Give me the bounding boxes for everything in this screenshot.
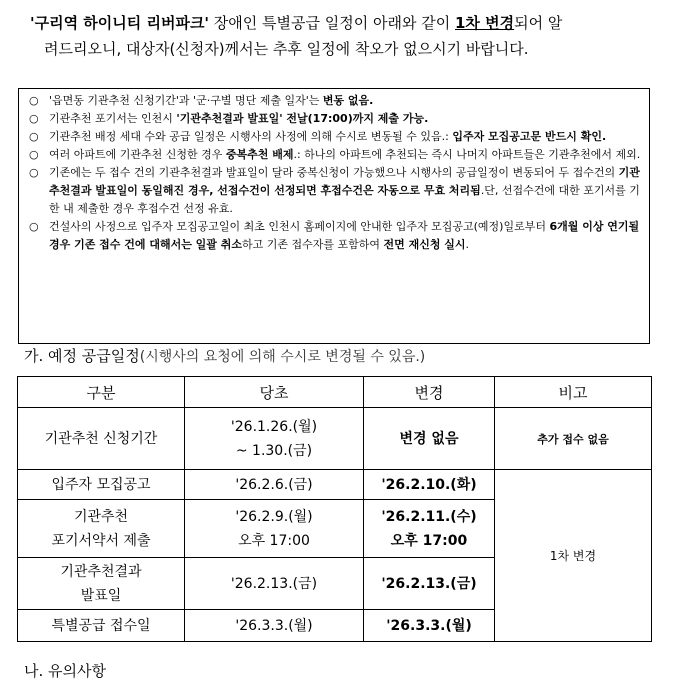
row-changed — [364, 558, 495, 610]
notice-emphasis: 중복추천 배제 — [225, 148, 294, 161]
notice-text: '읍면동 기관추천 신청기간'과 '군·구별 명단 제출 일자'는 — [49, 94, 323, 107]
notice-text: 기관추천 포기서는 인천시 — [49, 112, 177, 125]
row-changed — [364, 500, 495, 558]
row-original — [185, 408, 364, 470]
changed-text: 변경 없음 — [399, 430, 459, 447]
header-changed: 변경 — [364, 377, 495, 408]
notice-text: . — [465, 238, 470, 251]
table-header-row — [18, 377, 652, 408]
merged-remarks: 1차 변경 — [495, 470, 652, 642]
notice-emphasis: 전면 재신청 실시 — [383, 238, 466, 251]
intro-text: 장애인 특별공급 일정이 아래와 같이 — [209, 14, 455, 32]
changed-text: '26.2.11.(수) — [381, 508, 477, 525]
row-category — [18, 610, 185, 642]
notice-box — [18, 88, 650, 344]
notice-emphasis: 기관추천결과 발표일이 동일해진 경우, 선접수건이 선정되면 후접수건은 자동으로 무효 처리됨 — [49, 166, 640, 197]
bullet-circle-icon: ○ — [29, 130, 39, 143]
row-changed — [364, 470, 495, 500]
changed-text: '26.2.13.(금) — [381, 575, 477, 592]
notice-item — [27, 146, 641, 164]
notice-item — [27, 92, 641, 110]
intro-text-end: 되어 알 — [514, 14, 563, 32]
category-text: 기관추천결과 — [60, 563, 142, 580]
changed-text: '26.2.10.(화) — [381, 476, 477, 493]
bullet-circle-icon: ○ — [29, 112, 39, 125]
header-original: 당초 — [185, 377, 364, 408]
category-text: 특별공급 접수일 — [51, 617, 151, 634]
original-text: 오후 17:00 — [238, 532, 310, 549]
section-a-heading — [24, 345, 425, 366]
header-remarks: 비고 — [495, 377, 652, 408]
notice-emphasis: 입주자 모집공고문 반드시 확인. — [452, 130, 607, 143]
row-category — [18, 558, 185, 610]
change-label: 1차 변경 — [455, 14, 515, 32]
row-changed — [364, 408, 495, 470]
row-category — [18, 500, 185, 558]
header-category: 구분 — [18, 377, 185, 408]
section-a-subtitle: (시행사의 요청에 의해 수시로 변경될 수 있음.) — [139, 349, 426, 365]
intro-paragraph — [30, 10, 670, 62]
notice-item — [27, 128, 641, 146]
notice-text: .단, 선접수건에 대한 포기서를 기한 내 제출한 경우 후접수건 선정 유효. — [49, 184, 640, 215]
notice-item — [27, 110, 641, 128]
notice-text: 건설사의 사정으로 입주자 모집공고일이 최초 인천시 홈페이지에 안내한 입주자 모집공고(예정)일로부터 — [49, 220, 550, 233]
original-text: ~ 1.30.(금) — [235, 442, 313, 459]
bullet-circle-icon: ○ — [29, 166, 39, 179]
original-text: '26.2.6.(금) — [235, 476, 313, 493]
notice-text: 하고 기존 접수자를 포함하여 — [242, 238, 384, 251]
row-original — [185, 470, 364, 500]
category-text: 입주자 모집공고 — [51, 476, 151, 493]
bullet-circle-icon: ○ — [29, 148, 39, 161]
bullet-circle-icon: ○ — [29, 94, 39, 107]
bullet-circle-icon: ○ — [29, 220, 39, 233]
original-text: '26.1.26.(월) — [230, 418, 318, 435]
row-category — [18, 408, 185, 470]
notice-emphasis: 변동 없음. — [322, 94, 374, 107]
original-text: '26.2.9.(월) — [235, 508, 313, 525]
changed-text: '26.3.3.(월) — [386, 617, 472, 634]
category-text: 포기서약서 제출 — [51, 532, 151, 549]
section-b-heading: 나. 유의사항 — [24, 662, 106, 680]
original-text: '26.3.3.(월) — [235, 617, 313, 634]
changed-text: 오후 17:00 — [390, 532, 468, 549]
notice-text: 기존에는 두 접수 건의 기관추천결과 발표일이 달라 중복신청이 가능했으나 시행사의 공급일정이 변동되어 두 접수건의 — [49, 166, 619, 179]
notice-text: 기관추천 배정 세대 수와 공급 일정은 시행사의 사정에 의해 수시로 변동될 수 있음.: — [49, 130, 453, 143]
category-text: 기관추천 — [73, 508, 129, 525]
row-changed — [364, 610, 495, 642]
intro-line-2: 려드리오니, 대상자(신청자)께서는 추후 일정에 착오가 없으시기 바랍니다. — [44, 40, 529, 58]
intro-line-1 — [30, 10, 670, 36]
row-remarks: 추가 접수 없음 — [495, 408, 652, 470]
table-row — [18, 408, 652, 470]
notice-emphasis: '기관추천결과 발표일' 전날(17:00)까지 제출 가능. — [176, 112, 429, 125]
notice-emphasis: 6개월 이상 연기될 경우 기존 접수 건에 대해서는 일괄 취소 — [49, 220, 640, 251]
table-row — [18, 470, 652, 500]
category-text: 발표일 — [80, 587, 122, 604]
category-text: 기관추천 신청기간 — [44, 430, 158, 447]
notice-item — [27, 218, 641, 254]
row-original — [185, 500, 364, 558]
notice-text: 여러 아파트에 기관추천 신청한 경우 — [49, 148, 226, 161]
row-original — [185, 610, 364, 642]
notice-text: .: 하나의 아파트에 추천되는 즉시 나머지 아파트들은 기관추천에서 제외. — [293, 148, 641, 161]
complex-name: '구리역 하이니티 리버파크' — [30, 14, 210, 32]
section-a-title: 가. 예정 공급일정 — [24, 347, 140, 365]
row-category — [18, 470, 185, 500]
original-text: '26.2.13.(금) — [230, 575, 318, 592]
schedule-table — [17, 376, 652, 642]
notice-item — [27, 164, 641, 218]
row-original — [185, 558, 364, 610]
